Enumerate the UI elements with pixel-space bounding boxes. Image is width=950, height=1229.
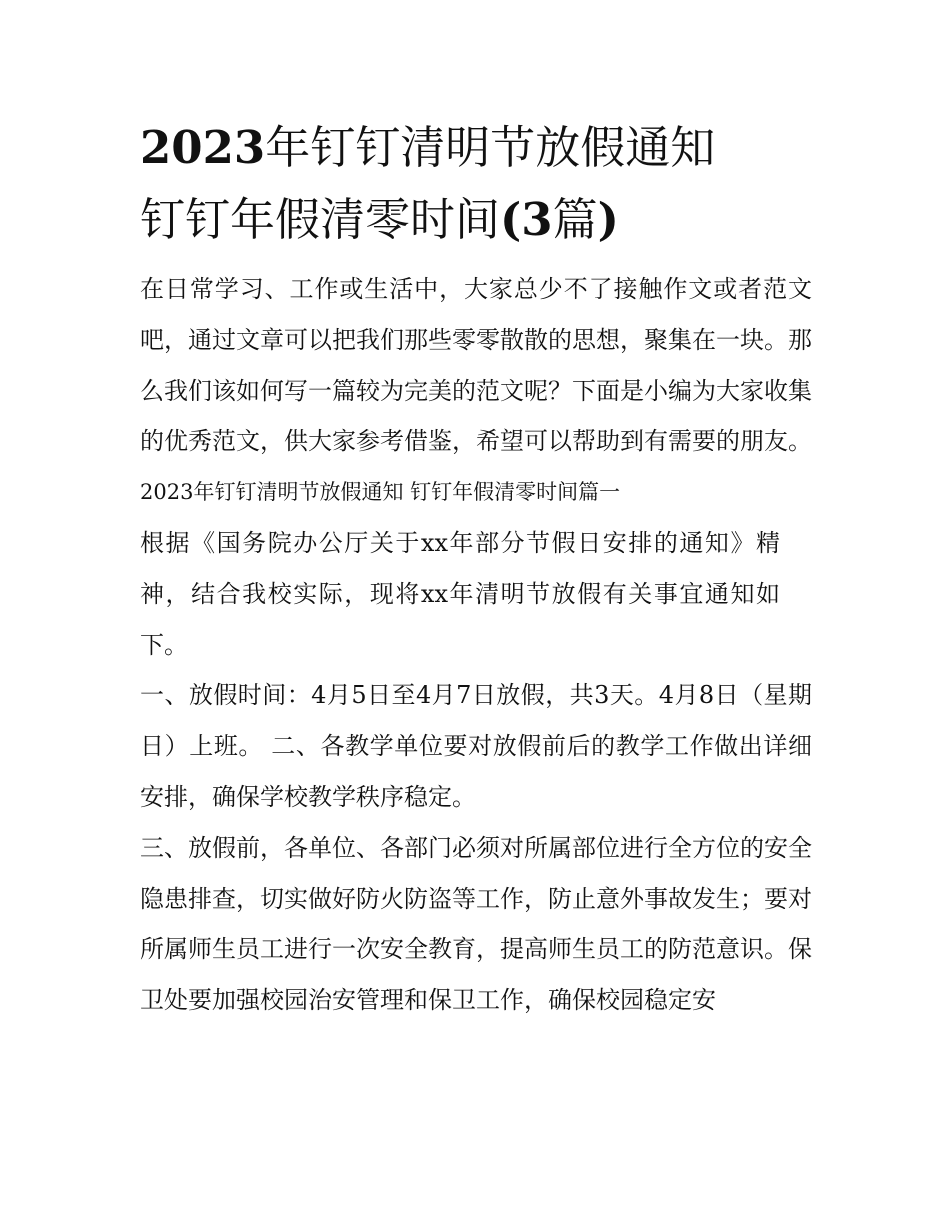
- title-close: ): [597, 193, 619, 246]
- title-line1-text: 年钉钉清明节放假通知: [265, 121, 716, 174]
- title-year: 2023: [140, 121, 266, 174]
- title-line2-text: 钉钉年假清零时间: [140, 193, 501, 246]
- document-content: [140, 112, 812, 1026]
- document-title: [140, 112, 812, 256]
- section-heading: 2023年钉钉清明节放假通知 钉钉年假清零时间篇一: [140, 480, 621, 505]
- title-count: (3: [500, 193, 553, 246]
- body-paragraph-3: 三、放假前，各单位、各部门必须对所属部位进行全方位的安全隐患排查，切实做好防火防盗等工作，防止意外事故发生；要对所属师生员工进行一次安全教育，提高师生员工的防范意识。保卫处要加强校园治安管理和保卫工作，确保校园稳定安: [140, 833, 812, 1015]
- body-paragraph-2: 一、放假时间：4月5日至4月7日放假，共3天。4月8日（星期日）上班。 二、各教学单位要对放假前后的教学工作做出详细安排，确保学校教学秩序稳定。: [140, 681, 812, 811]
- body-paragraph-1: 根据《国务院办公厅关于xx年部分节假日安排的通知》精神，结合我校实际，现将xx年清明节放假有关事宜通知如下。: [140, 528, 780, 659]
- title-unit: 篇: [552, 193, 598, 246]
- intro-paragraph: 在日常学习、工作或生活中，大家总少不了接触作文或者范文吧，通过文章可以把我们那些零零散散的思想，聚集在一块。那么我们该如何写一篇较为完美的范文呢？下面是小编为大家收集的优秀范文，供大家参考借鉴，希望可以帮助到有需要的朋友。: [140, 275, 812, 456]
